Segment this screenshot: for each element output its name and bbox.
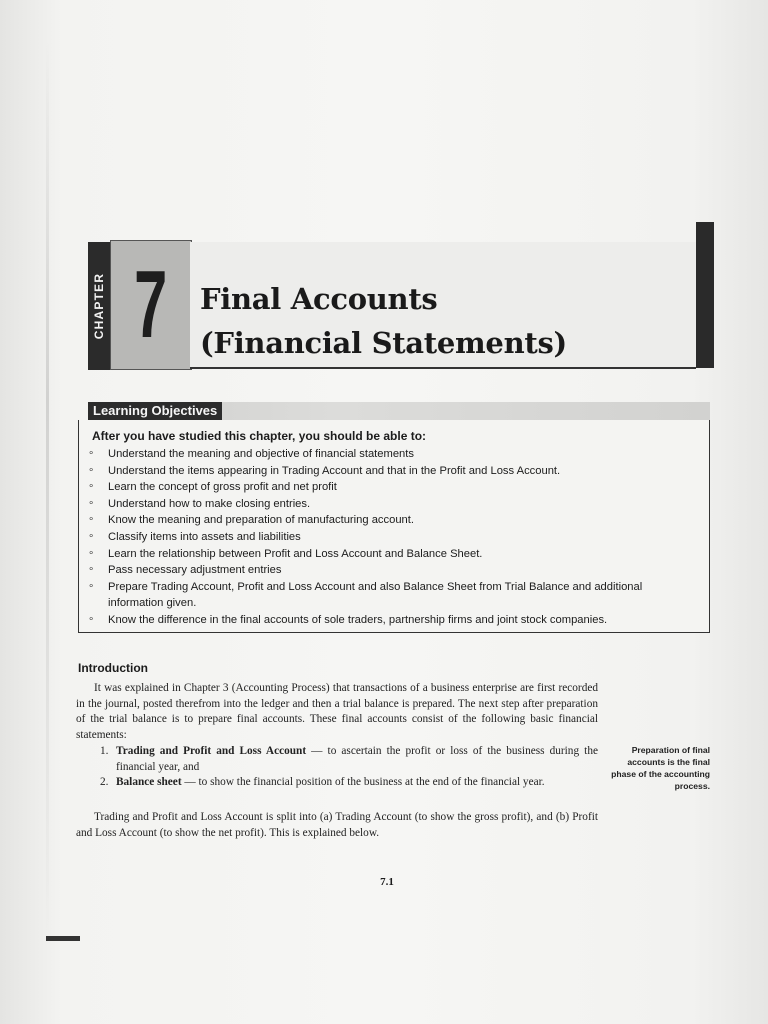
statement-item: 2. Balance sheet — to show the financial position of the business at the end of the financial year. [100, 776, 545, 788]
objective-item: ∘ Understand the meaning and objective of financial statements [86, 446, 702, 463]
banner-right-bar [696, 222, 714, 368]
chapter-number: 7 [134, 251, 168, 358]
page-binding-shadow [46, 40, 49, 940]
learning-objectives-label: Learning Objectives [88, 402, 222, 420]
chapter-label [88, 242, 110, 370]
introduction-paragraph: It was explained in Chapter 3 (Accounting Process) that transactions of a business enterprise are first recorded in the journal, posted therefrom into the ledger and then a trial balance is prepared. The next step after preparation of the trial balance is to prepare final accounts. These final accounts consist of the following basic financial statements: [76, 682, 598, 741]
statement-name: Trading and Profit and Loss Account [116, 745, 307, 757]
banner-bottom-rule [190, 367, 696, 369]
chapter-word: CHAPTER [92, 272, 106, 340]
bullet-circle-icon: ∘ [88, 497, 95, 509]
split-explanation-paragraph: Trading and Profit and Loss Account is split into (a) Trading Account (to show the gross profit), and (b) Profit and Loss Account (to show the net profit). This is explained below. [76, 811, 598, 839]
learning-objectives-intro: After you have studied this chapter, you should be able to: [92, 429, 427, 443]
bullet-circle-icon: ∘ [88, 464, 95, 476]
page-number: 7.1 [380, 876, 394, 888]
objective-item: ∘ Prepare Trading Account, Profit and Loss Account and also Balance Sheet from Trial Balance and additional information given. [88, 580, 643, 610]
chapter-number-box [110, 240, 192, 370]
chapter-title-line1: Final Accounts [200, 282, 438, 316]
statement-name: Balance sheet [116, 776, 182, 788]
bullet-circle-icon: ∘ [88, 564, 95, 576]
bullet-circle-icon: ∘ [88, 448, 95, 459]
chapter-banner [88, 222, 714, 370]
objective-item: ∘ Learn the relationship between Profit and Loss Account and Balance Sheet. [86, 546, 702, 563]
introduction-heading: Introduction [78, 661, 148, 675]
financial-statements-list [100, 744, 598, 791]
statement-item: 1. Trading and Profit and Loss Account — to ascertain the profit or loss of the business during the financial year, and [100, 745, 598, 773]
chapter-title-line2: (Financial Statements) [200, 326, 567, 360]
page-edge-mark [46, 936, 80, 941]
objective-item: ∘ Learn the concept of gross profit and net profit [86, 479, 702, 496]
margin-note: Preparation of final accounts is the final phase of the accounting process. [611, 745, 710, 791]
objective-item: ∘ Understand how to make closing entries. [86, 496, 702, 513]
objective-item: ∘ Know the difference in the final accounts of sole traders, partnership firms and joint stock companies. [86, 612, 702, 629]
bullet-circle-icon: ∘ [88, 580, 95, 592]
objective-item: ∘ Know the meaning and preparation of manufacturing account. [86, 512, 702, 529]
bullet-circle-icon: ∘ [88, 481, 95, 493]
bullet-circle-icon: ∘ [88, 514, 95, 526]
objective-item: ∘ Understand the items appearing in Trading Account and that in the Profit and Loss Account. [86, 463, 702, 480]
bullet-circle-icon: ∘ [88, 613, 95, 625]
learning-objectives-list [86, 446, 702, 629]
objective-item: ∘ Pass necessary adjustment entries [86, 562, 702, 579]
bullet-circle-icon: ∘ [88, 530, 95, 542]
bullet-circle-icon: ∘ [88, 547, 95, 559]
objective-item: ∘ Classify items into assets and liabilities [86, 529, 702, 546]
